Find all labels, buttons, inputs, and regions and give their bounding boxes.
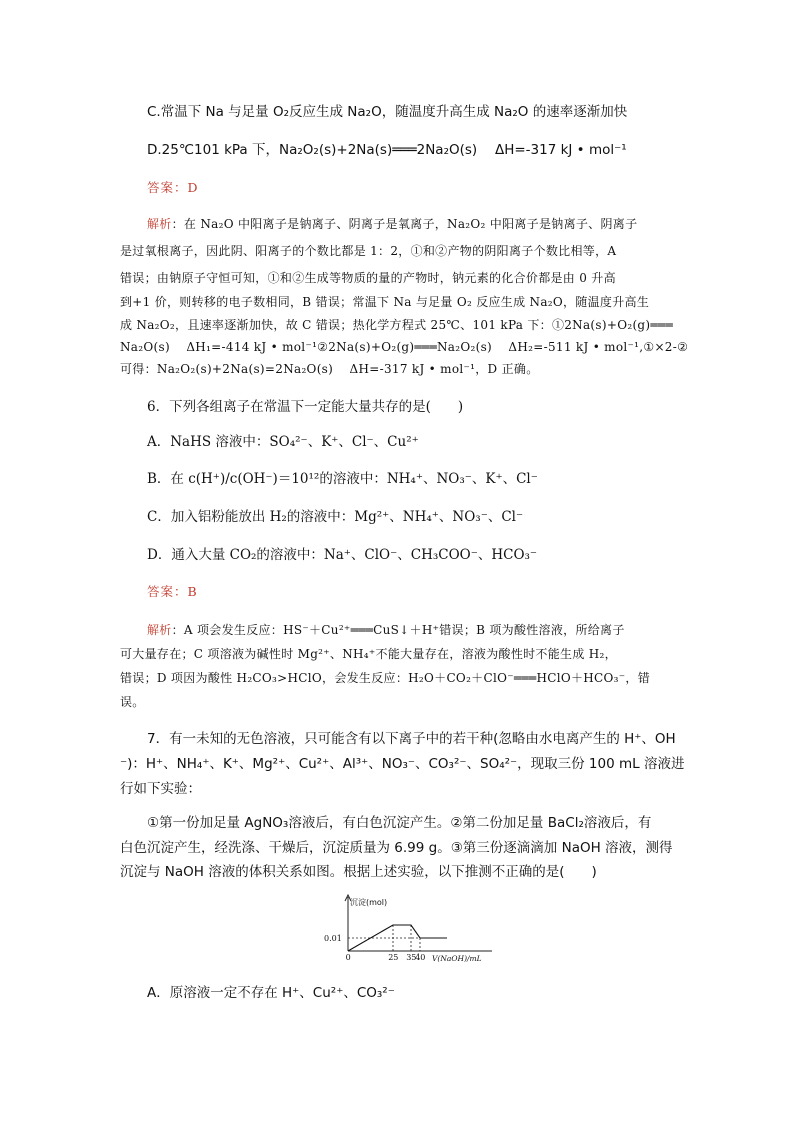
question-6-option-d: D．通入大量 CO₂的溶液中：Na⁺、ClO⁻、CH₃COO⁻、HCO₃⁻ xyxy=(147,547,538,563)
explanation-2-line-2: 可大量存在；C 项溶液为碱性时 Mg²⁺、NH₄⁺不能大量存在，溶液为酸性时不能生成 H₂， xyxy=(120,647,617,661)
question-6-option-c: C．加入铝粉能放出 H₂的溶液中：Mg²⁺、NH₄⁺、NO₃⁻、Cl⁻ xyxy=(147,509,524,525)
question-6-option-a: A．NaHS 溶液中：SO₄²⁻、K⁺、Cl⁻、Cu²⁺ xyxy=(147,434,419,450)
explanation-1-line-4: 到+1 价，则转移的电子数相同，B 错误；常温下 Na 与足量 O₂ 反应生成 Na₂O，随温度升高生 xyxy=(120,295,650,309)
explanation-2-line-1 xyxy=(147,621,625,639)
explanation-1-line-7: 可得：Na₂O₂(s)+2Na(s)=2Na₂O(s) ΔH=-317 kJ • mol⁻¹，D 正确。 xyxy=(120,362,539,376)
question-7-line-6: 沉淀与 NaOH 溶液的体积关系如图。根据上述实验，以下推测不正确的是( ) xyxy=(120,864,597,880)
x-tick-label: 0 xyxy=(345,953,351,962)
explanation-1-line-5: 成 Na₂O₂，且速率逐渐加快，故 C 错误；热化学方程式 25℃、101 kPa 下：①2Na(s)+O₂(g)═══ xyxy=(120,318,673,332)
question-7-line-3: 行如下实验： xyxy=(120,781,201,797)
explanation-2-line-3: 错误；D 项因为酸性 H₂CO₃>HClO，会发生反应：H₂O＋CO₂＋ClO⁻═══HClO＋HCO₃⁻，错 xyxy=(120,671,650,685)
answer-2: 答案：B xyxy=(147,584,198,599)
question-7-line-4: ①第一份加足量 AgNO₃溶液后，有白色沉淀产生。②第二份加足量 BaCl₂溶液后，有 xyxy=(147,815,652,831)
y-axis-label: 沉淀(mol) xyxy=(350,898,388,907)
precipitate-chart xyxy=(320,893,500,968)
question-6-option-b: B．在 c(H⁺)/c(OH⁻)＝10¹²的溶液中：NH₄⁺、NO₃⁻、K⁺、Cl⁻ xyxy=(147,471,538,487)
y-tick-label: 0.01 xyxy=(324,934,342,943)
x-axis-label: V(NaOH)/mL xyxy=(432,954,482,963)
question-7-line-5: 白色沉淀产生，经洗涤、干燥后，沉淀质量为 6.99 g。③第三份逐滴滴加 NaOH 溶液，测得 xyxy=(120,840,673,856)
question-7-line-2: ⁻)：H⁺、NH₄⁺、K⁺、Mg²⁺、Cu²⁺、Al³⁺、NO₃⁻、CO₃²⁻、SO₄²⁻，现取三份 100 mL 溶液进 xyxy=(120,756,685,772)
question-7-line-1: 7．有一未知的无色溶液，只可能含有以下离子中的若干种(忽略由水电离产生的 H⁺、OH xyxy=(147,731,676,747)
x-tick-label: 35 xyxy=(406,953,417,962)
explanation-text: ：在 Na₂O 中阳离子是钠离子、阴离子是氧离子，Na₂O₂ 中阳离子是钠离子、阴离子 xyxy=(171,217,638,231)
question-7-option-a: A．原溶液一定不存在 H⁺、Cu²⁺、CO₃²⁻ xyxy=(147,985,395,1001)
c-option: C.常温下 Na 与足量 O₂反应生成 Na₂O，随温度升高生成 Na₂O 的速率逐渐加快 xyxy=(147,104,628,120)
x-tick-label: 25 xyxy=(388,953,399,962)
d-option: D.25℃101 kPa 下，Na₂O₂(s)+2Na(s)═══2Na₂O(s) ΔH=-317 kJ • mol⁻¹ xyxy=(147,142,627,158)
explanation-1-line-2: 是过氧根离子，因此阴、阳离子的个数比都是 1：2，①和②产物的阴阳离子个数比相等，A xyxy=(120,244,617,258)
explanation-text: ：A 项会发生反应：HS⁻＋Cu²⁺═══CuS↓＋H⁺错误；B 项为酸性溶液，所给离子 xyxy=(171,623,625,637)
question-6-stem: 6．下列各组离子在常温下一定能大量共存的是( ) xyxy=(147,399,464,415)
explanation-1-line-1 xyxy=(147,215,637,233)
x-tick-label: 40 xyxy=(415,953,426,962)
explanation-2-line-4: 误。 xyxy=(120,695,145,709)
explanation-1-line-3: 错误；由钠原子守恒可知，①和②生成等物质的量的产物时，钠元素的化合价都是由 0 升高 xyxy=(120,271,616,285)
chart-svg xyxy=(320,893,500,968)
explanation-1-line-6: Na₂O(s) ΔH₁=-414 kJ • mol⁻¹②2Na(s)+O₂(g)═══Na₂O₂(s) ΔH₂=-511 kJ • mol⁻¹,①×2-② xyxy=(120,340,689,354)
explanation-tag: 解析 xyxy=(147,217,172,231)
explanation-tag: 解析 xyxy=(147,623,172,637)
answer-1: 答案：D xyxy=(147,180,199,195)
